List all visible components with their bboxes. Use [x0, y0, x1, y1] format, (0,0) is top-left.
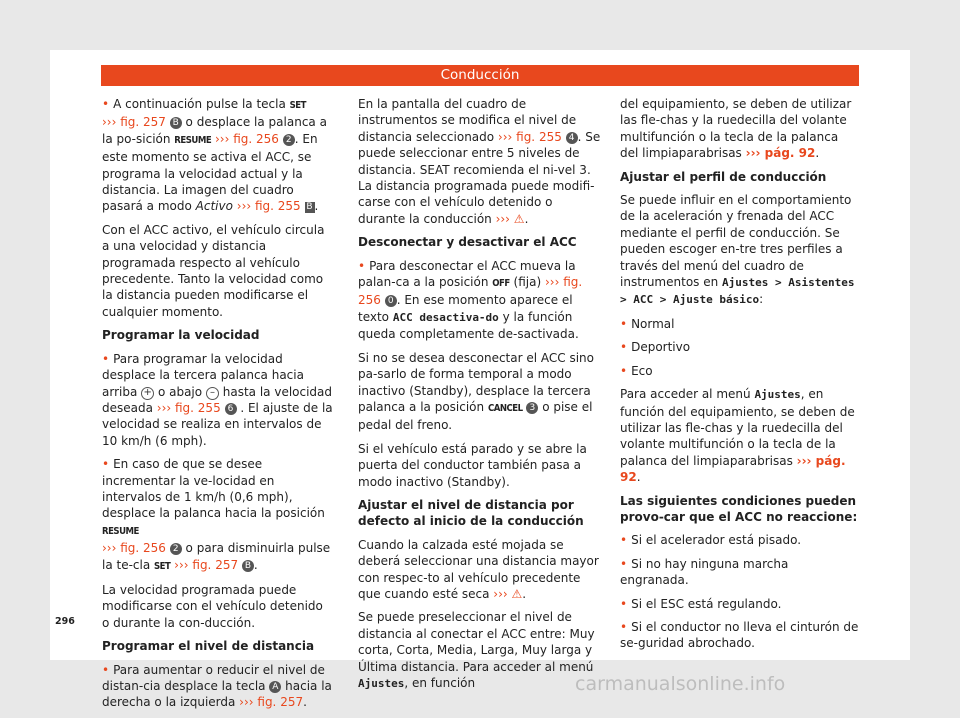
warning-icon: ⚠	[513, 211, 525, 226]
paragraph: En la pantalla del cuadro de instrumentos se modifica el nivel de distancia seleccionado ››› fig. 255 4 . Se puede seleccionar entre 5 niveles de distancia. SEAT recomienda el ni-vel 3. La distancia programada puede modifi-carse con el vehículo detenido o durante la conducción ››› ⚠.	[358, 97, 601, 226]
paragraph: Cuando la calzada esté mojada se deberá seleccionar una distancia mayor con respec-to al vehículo precedente que cuando esté seca ››› ⚠.	[358, 537, 599, 601]
figure-link[interactable]: ››› fig. 255	[156, 400, 225, 415]
paragraph: • En caso de que se desee incrementar la ve-locidad en intervalos de 1 km/h (0,6 mph), desplace la palanca hacia la posición RESUME ››› fig. 256 2 o para disminuirla pulse la te-cla SET ››› fig. 257 B .	[102, 456, 334, 575]
subheading: Las siguientes condiciones pueden provo-car que el ACC no reaccione:	[620, 493, 858, 524]
paragraph: Con el ACC activo, el vehículo circula a una velocidad y distancia programada respecto al vehículo precedente. Tanto la velocidad como la distancia pueden modificarse el cualquier momento.	[102, 222, 325, 319]
paragraph: La velocidad programada puede modificarse con el vehículo detenido o durante la con-ducción.	[102, 582, 323, 630]
warning-link[interactable]: ›››	[493, 586, 512, 601]
subheading: Desconectar y desactivar el ACC	[358, 235, 577, 250]
figure-link[interactable]: ››› fig. 255	[497, 129, 566, 144]
warning-link[interactable]: ›››	[495, 211, 514, 226]
figure-link[interactable]: ››› fig. 257	[239, 695, 304, 710]
paragraph: • Para desconectar el ACC mueva la palan-ca a la posición OFF (fija) ››› fig. 256 0 . En ese momento aparece el texto ACC desactiva-do y la función queda completamente de-sactivada.	[358, 258, 601, 343]
paragraph: • A continuación pulse la tecla SET ››› fig. 257 B o desplace la palanca a la po-sición RESUME ››› fig. 256 2 . En este momento se activa el ACC, se programa la velocidad actual y la distancia. La imagen del cuadro pasará a modo Activo ››› fig. 255 B .	[102, 96, 334, 215]
list-item: • Si el conductor no lleva el cinturón de se-guridad abrochado.	[620, 619, 860, 652]
section-header: Conducción	[101, 65, 859, 86]
figure-link[interactable]: ››› fig. 257	[102, 115, 170, 130]
warning-icon: ⚠	[511, 586, 523, 601]
figure-link[interactable]: ››› fig. 256	[358, 275, 583, 308]
subheading: Programar la velocidad	[102, 328, 260, 343]
paragraph: Se puede preseleccionar el nivel de distancia al conectar el ACC entre: Muy corta, Corta, Media, Larga, Muy larga y Última distancia. Para acceder al menú Ajustes, en función	[358, 610, 595, 690]
list-item: • Si el ESC está regulando.	[620, 596, 860, 612]
page-link[interactable]: ››› pág. 92	[620, 453, 846, 485]
page-number: 296	[55, 616, 75, 627]
column-1	[102, 96, 334, 718]
figure-link[interactable]: ››› fig. 255	[232, 199, 305, 214]
column-3	[620, 96, 860, 659]
paragraph: • Para aumentar o reducir el nivel de distan-cia desplace la tecla A hacia la derecha o la izquierda ››› fig. 257.	[102, 662, 334, 711]
list-item: • Deportivo	[620, 339, 860, 355]
figure-link[interactable]: ››› fig. 257	[170, 557, 242, 572]
paragraph: Si no se desea desconectar el ACC sino pa-sarlo de forma temporal a modo inactivo (Standby), desplace la tercera palanca a la posición CANCEL 3 o pise el pedal del freno.	[358, 350, 594, 433]
subheading: Ajustar el nivel de distancia por defecto al inicio de la conducción	[358, 497, 584, 529]
list-item: • Si el acelerador está pisado.	[620, 532, 860, 548]
paragraph: Para acceder al menú Ajustes, en función del equipamiento, se deben de utilizar las fle-chas y la ruedecilla del volante multifunción o la tecla de la palanca del limpiaparabrisas ››› pág. 92.	[620, 387, 855, 485]
figure-link[interactable]: ››› fig. 256	[102, 541, 170, 556]
list-item: • Si no hay ninguna marcha engranada.	[620, 556, 860, 589]
paragraph: Se puede influir en el comportamiento de la aceleración y frenada del ACC mediante el perfil de conducción. Se pueden escoger en-tre tres perfiles a través del menú del cuadro de instrumentos en Ajustes > Asistentes > ACC > Ajuste básico:	[620, 193, 855, 307]
watermark: carmanualsonline.info	[575, 673, 786, 695]
page-link[interactable]: ››› pág. 92	[745, 146, 816, 161]
column-2	[358, 96, 601, 699]
list-item: • Eco	[620, 363, 860, 379]
subheading: Programar el nivel de distancia	[102, 639, 315, 654]
paragraph: • Para programar la velocidad desplace la tercera palanca hacia arriba + o abajo – hasta la velocidad deseada ››› fig. 255 6 . El ajuste de la velocidad se realiza en intervalos de 10 km/h (6 mph).	[102, 351, 334, 449]
subheading: Ajustar el perfil de conducción	[620, 169, 827, 184]
paragraph: Si el vehículo está parado y se abre la puerta del conductor también pasa a modo inactivo (Standby).	[358, 441, 587, 489]
figure-link[interactable]: ››› fig. 256	[211, 131, 283, 146]
list-item: • Normal	[620, 316, 860, 332]
paragraph: del equipamiento, se deben de utilizar las fle-chas y la ruedecilla del volante multifunción o la tecla de la palanca del limpiaparabrisas ››› pág. 92.	[620, 97, 852, 161]
